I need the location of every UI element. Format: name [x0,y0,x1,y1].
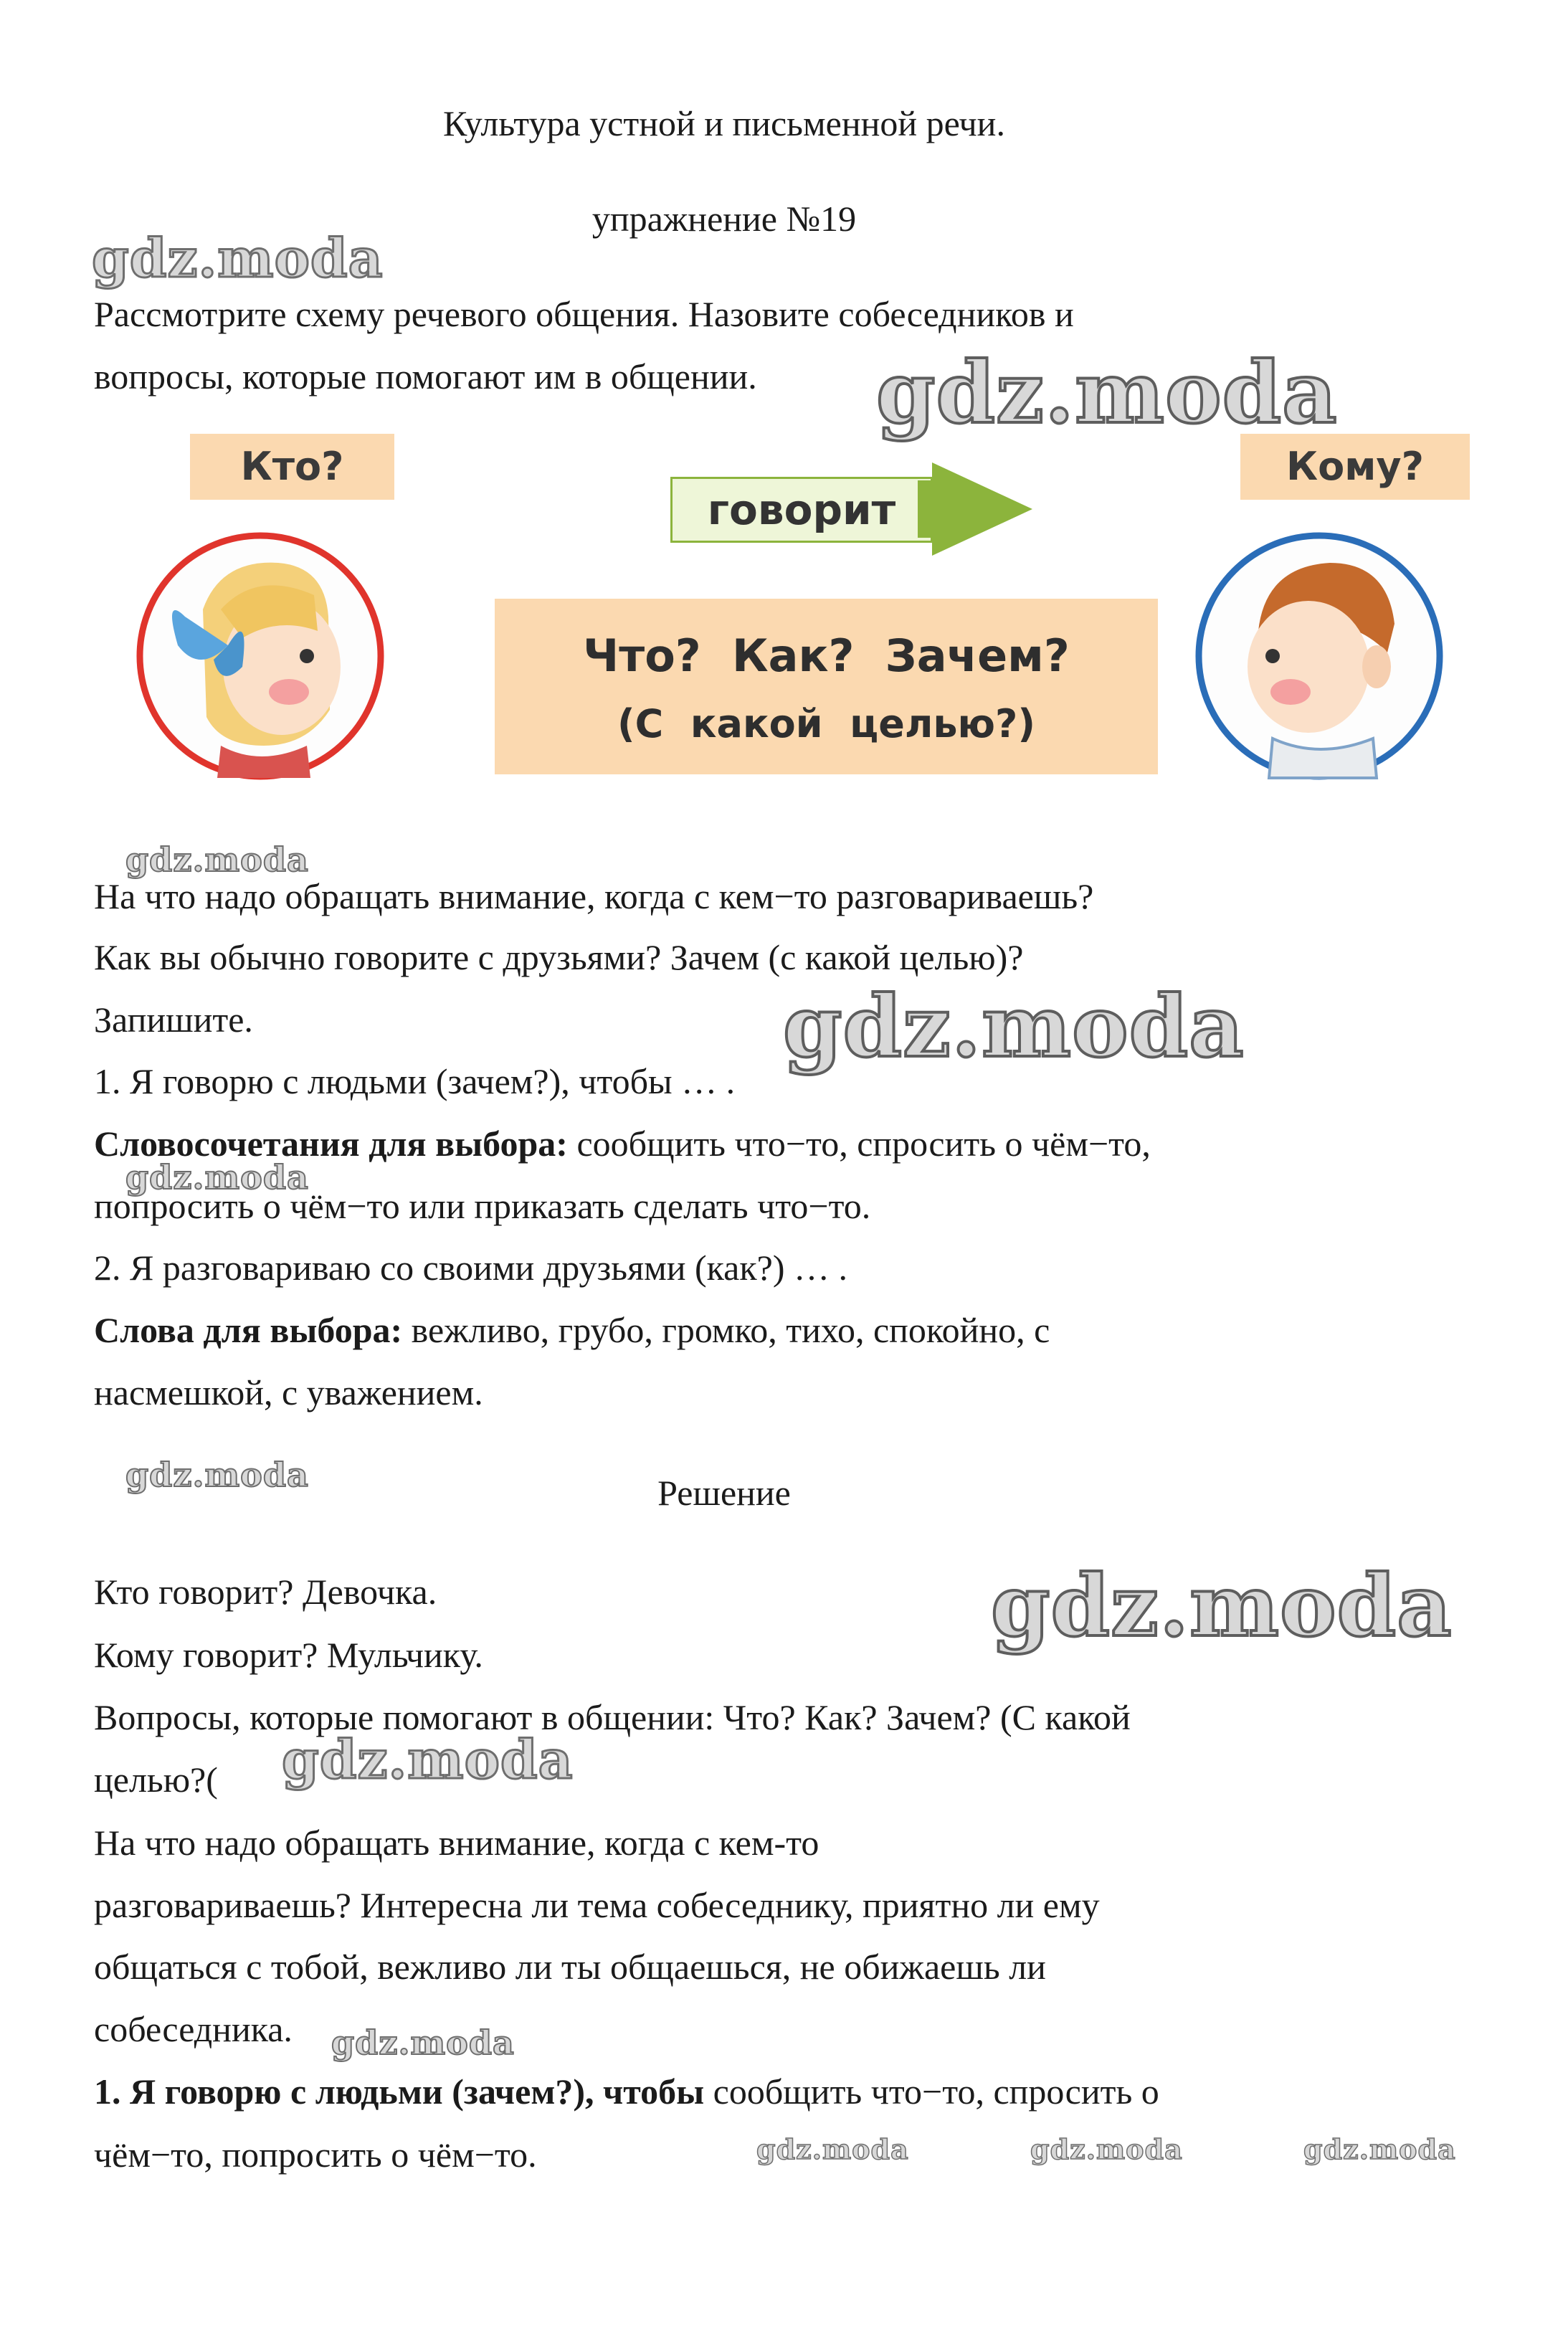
watermark: gdz.moda [125,1158,309,1197]
watermark: gdz.moda [282,1729,574,1791]
who-label: Кто? [190,434,394,500]
watermark: gdz.moda [1303,2133,1456,2165]
solution-heading: Решение [657,1473,791,1513]
words-label: Слова для выбора: [94,1310,403,1350]
answer-text: сообщить что−то, спросить о [704,2071,1159,2112]
solution-answer-line-2: чём−то, попросить о чём−то. [94,2135,537,2175]
task-phrases-line-2: попросить о чём−то или приказать сделать что−то. [94,1186,871,1226]
task-intro-line-2: вопросы, которые помогают им в общении. [94,356,757,397]
to-whom-label: Кому? [1240,434,1470,500]
answer-bold: 1. Я говорю с людьми (зачем?), чтобы [94,2071,705,2112]
phrases-text: сообщить что−то, спросить о чём−то, [567,1124,1151,1164]
watermark: gdz.moda [876,343,1338,442]
task-item-2: 2. Я разговариваю со своими друзьями (как?) … . [94,1248,848,1288]
solution-line-7: общаться с тобой, вежливо ли ты общаешься, не обижаешь ли [94,1947,1046,1987]
solution-line-1: Кто говорит? Девочка. [94,1572,437,1612]
solution-line-3: Вопросы, которые помогают в общении: Что? Как? Зачем? (С какой [94,1697,1131,1737]
solution-answer-line-1 [94,2070,1159,2113]
questions-line: Что? Как? Зачем? [583,630,1070,682]
purpose-line: (С какой целью?) [617,701,1036,746]
watermark: gdz.moda [1030,2133,1183,2165]
solution-line-4: целью?( [94,1760,218,1800]
watermark: gdz.moda [991,1556,1453,1656]
watermark: gdz.moda [125,1456,309,1494]
solution-line-2: Кому говорит? Мульчику. [94,1635,483,1675]
page-title: Культура устной и письменной речи. [443,103,1005,143]
speech-scheme [0,423,1568,825]
watermark: gdz.moda [756,2133,909,2165]
task-item-1: 1. Я говорю с людьми (зачем?), чтобы … . [94,1061,736,1101]
task-question-line-1: На что надо обращать внимание, когда с кем−то разговариваешь? [94,876,1094,916]
girl-portrait-icon [135,531,386,782]
solution-line-8: собеседника. [94,2009,293,2049]
watermark: gdz.moda [125,840,309,879]
task-intro-line-1: Рассмотрите схему речевого общения. Назовите собеседников и [94,294,1074,334]
phrases-label: Словосочетания для выбора: [94,1124,568,1164]
questions-box [495,599,1158,774]
task-words-line-1 [94,1309,1050,1352]
watermark: gdz.moda [331,2023,515,2062]
watermark: gdz.moda [783,977,1245,1076]
task-question-line-3: Запишите. [94,999,253,1040]
speaks-arrow-label: говорит [670,477,933,543]
boy-portrait-icon [1194,531,1445,782]
task-words-line-2: насмешкой, с уважением. [94,1372,483,1412]
task-question-line-2: Как вы обычно говорите с друзьями? Зачем (с какой целью)? [94,937,1024,977]
arrow-head-icon [918,462,1040,556]
watermark: gdz.moda [92,228,384,290]
solution-line-5: На что надо обращать внимание, когда с кем-то [94,1823,819,1863]
solution-line-6: разговариваешь? Интересна ли тема собеседнику, приятно ли ему [94,1885,1100,1925]
words-text: вежливо, грубо, громко, тихо, спокойно, с [402,1310,1050,1350]
exercise-number: упражнение №19 [591,199,857,239]
